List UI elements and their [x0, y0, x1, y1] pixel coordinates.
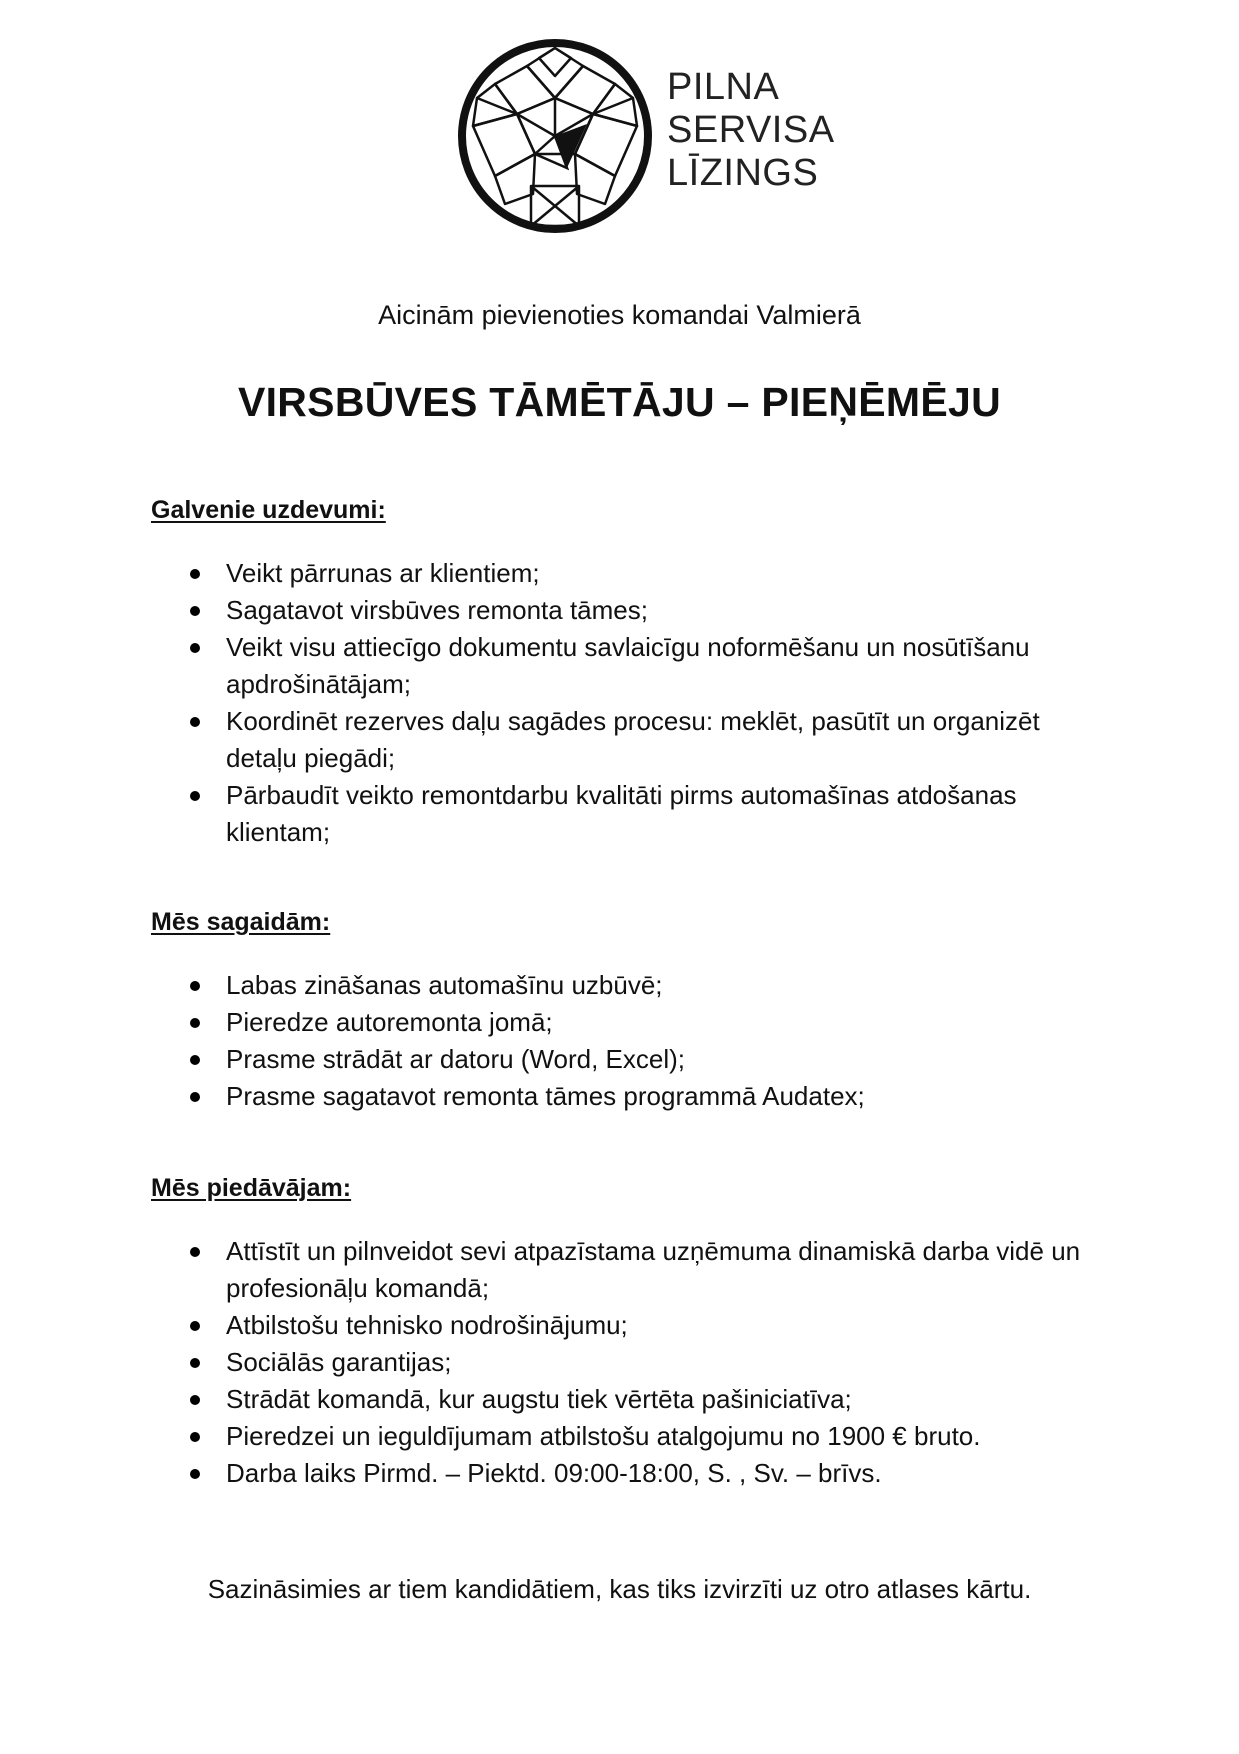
requirements-list: [190, 967, 1090, 1115]
list-item: Strādāt komandā, kur augstu tiek vērtēta pašiniciatīva;: [190, 1381, 1090, 1418]
list-item: Attīstīt un pilnveidot sevi atpazīstama uzņēmuma dinamiskā darba vidē un profesionāļu komandā;: [190, 1233, 1090, 1307]
tasks-list: [190, 555, 1090, 851]
company-logo-icon: [455, 36, 655, 236]
list-item: Prasme sagatavot remonta tāmes programmā Audatex;: [190, 1078, 1090, 1115]
closing-note: Sazināsimies ar tiem kandidātiem, kas tiks izvirzīti uz otro atlases kārtu.: [207, 1574, 1032, 1604]
list-item: Sociālās garantijas;: [190, 1344, 1090, 1381]
list-item: Atbilstošu tehnisko nodrošinājumu;: [190, 1307, 1090, 1344]
list-item: Veikt pārrunas ar klientiem;: [190, 555, 1090, 592]
list-item: Pārbaudīt veikto remontdarbu kvalitāti pirms automašīnas atdošanas klientam;: [190, 777, 1090, 851]
list-item: Prasme strādāt ar datoru (Word, Excel);: [190, 1041, 1090, 1078]
logo-line-1: PILNA: [667, 66, 780, 108]
list-item: Sagatavot virsbūves remonta tāmes;: [190, 592, 1090, 629]
list-item: Pieredze autoremonta jomā;: [190, 1004, 1090, 1041]
section-heading-offer: Mēs piedāvājam:: [151, 1174, 352, 1202]
job-title: VIRSBŪVES TĀMĒTĀJU – PIEŅĒMĒJU: [237, 379, 1002, 425]
list-item: Pieredzei un ieguldījumam atbilstošu atalgojumu no 1900 € bruto.: [190, 1418, 1090, 1455]
list-item: Koordinēt rezerves daļu sagādes procesu: meklēt, pasūtīt un organizēt detaļu piegādi;: [190, 703, 1090, 777]
offer-list: [190, 1233, 1090, 1492]
logo-line-3: LĪZINGS: [667, 152, 819, 194]
logo-wordmark: [667, 66, 835, 195]
list-item: Darba laiks Pirmd. – Piektd. 09:00-18:00, S. , Sv. – brīvs.: [190, 1455, 1090, 1492]
list-item: Labas zināšanas automašīnu uzbūvē;: [190, 967, 1090, 1004]
list-item: Veikt visu attiecīgo dokumentu savlaicīgu noformēšanu un nosūtīšanu apdrošinātājam;: [190, 629, 1090, 703]
section-heading-tasks: Galvenie uzdevumi:: [151, 496, 386, 524]
intro-text: Aicinām pievienoties komandai Valmierā: [378, 300, 861, 330]
section-heading-requirements: Mēs sagaidām:: [151, 908, 331, 936]
logo-line-2: SERVISA: [667, 109, 835, 151]
